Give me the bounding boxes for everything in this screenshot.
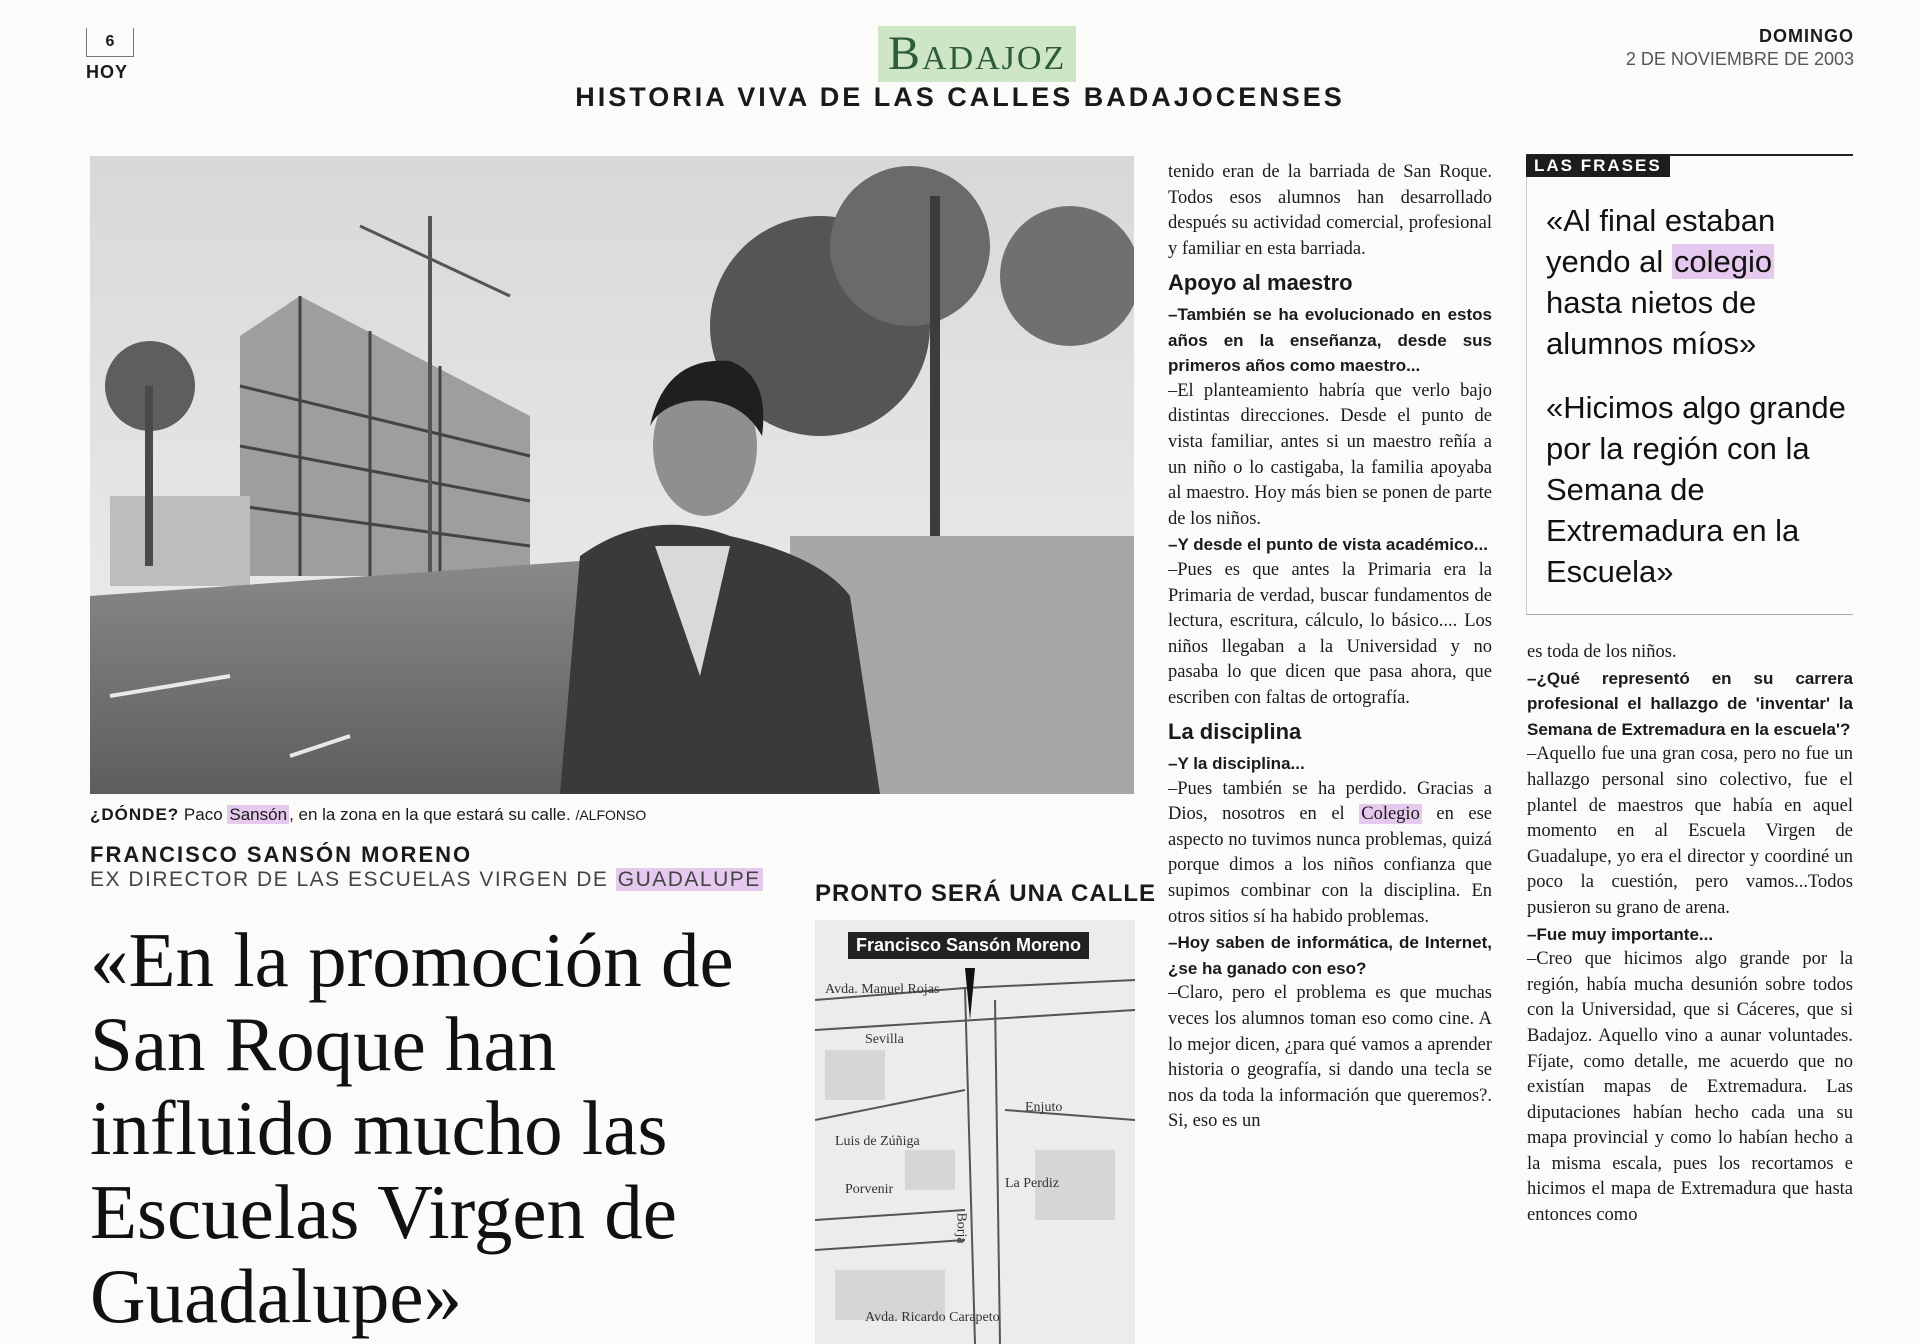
- headline: «En la promoción de San Roque han influido mucho las Escuelas Virgen de Guadalupe»: [90, 917, 734, 1339]
- quote-text-post: hasta nietos de alumnos míos»: [1546, 285, 1757, 361]
- answer: –El planteamiento habría que verlo bajo distintas direcciones. Desde el punto de vista familiar, antes si un maestro reñía a un niño o lo castigaba, la familia apoyaba al maestro. Hoy más bien se ponen de parte de los niños.: [1168, 380, 1492, 529]
- portrait-photo: [90, 156, 1134, 794]
- quotes-tag: LAS FRASES: [1526, 155, 1670, 177]
- article-column-1: [1168, 160, 1492, 1135]
- answer-text-pre: –Pues también se ha perdido. Gracias a Dios, nosotros en el: [1168, 778, 1492, 825]
- street-label: La Perdiz: [1005, 1176, 1060, 1191]
- article-column-2: [1527, 640, 1853, 1229]
- answer: –Aquello fue una gran cosa, pero no fue un hallazgo personal sino colectivo, fue el plantel de maestros que había en aquel momento en al Escuela Virgen de Guadalupe, yo era el director y coordiné un poco la cuestión, pero vamos...Todos pusieron su grano de arena.: [1527, 744, 1853, 918]
- answer: [1168, 777, 1492, 931]
- street-label: Avda. Ricardo Carapeto: [865, 1310, 1000, 1325]
- publication-name: HOY: [86, 62, 129, 82]
- caption-text-pre: Paco: [183, 805, 228, 824]
- section-title: Badajoz: [878, 26, 1076, 82]
- answer: –Creo que hicimos algo grande por la región, había mucha desunión sobre todos con la Universidad, que si Cáceres, que si Badajoz. Aquello vino a aunar voluntades. Fíjate, como detalle, me acuerdo que no existían mapas de Extremadura. Las diputaciones habían hecho cada una su mapa provincial y como lo habían hecho a la misma escala, pues los recortamos e hicimos el mapa de Extremadura que hasta entonces como: [1527, 949, 1853, 1226]
- pull-quote-2: «Hicimos algo grande por la región con la Semana de Extremadura en la Escuela»: [1546, 390, 1846, 589]
- street-label: Enjuto: [1025, 1100, 1063, 1115]
- question: –Fue muy importante...: [1527, 924, 1714, 944]
- question: –¿Qué representó en su carrera profesional el hallazgo de 'inventar' la Semana de Extremadura en la escuela'?: [1527, 668, 1853, 739]
- caption-name-highlight: Sansón: [229, 805, 288, 824]
- interviewee-title: [90, 868, 763, 892]
- question: –Hoy saben de informática, de Internet, ¿se ha ganado con eso?: [1168, 933, 1492, 978]
- interviewee-name: FRANCISCO SANSÓN MORENO: [90, 842, 473, 867]
- street-map: [815, 920, 1135, 1344]
- map-title: PRONTO SERÁ UNA CALLE: [815, 880, 1157, 907]
- quote-highlight: colegio: [1673, 244, 1773, 279]
- page-subtitle: HISTORIA VIVA DE LAS CALLES BADAJOCENSES: [575, 82, 1345, 112]
- subheading-disciplina: La disciplina: [1168, 719, 1302, 745]
- caption-text-post: , en la zona en la que estará su calle.: [289, 805, 571, 824]
- answer: –Pues es que antes la Primaria era la Primaria de verdad, buscar fundamentos de lectura, escritura, cálculo, lo básico.... Los niños llegaban a la Universidad y no pasaba lo que dicen que pasa ahora, que escriben con faltas de ortografía.: [1168, 559, 1492, 708]
- map-banner: Francisco Sansón Moreno: [848, 932, 1089, 959]
- question: –Y la disciplina...: [1168, 754, 1305, 774]
- caption-lead: ¿DÓNDE?: [90, 805, 180, 824]
- interviewee-title-text: EX DIRECTOR DE LAS ESCUELAS VIRGEN DE: [90, 868, 616, 891]
- paragraph: es toda de los niños.: [1527, 642, 1677, 662]
- street-label: Avda. Manuel Rojas: [825, 982, 940, 997]
- photo-caption: [90, 805, 646, 825]
- interviewee-title-highlight: GUADALUPE: [617, 868, 761, 891]
- photo-credit: /ALFONSO: [575, 807, 647, 823]
- street-label: Borja: [953, 1212, 969, 1244]
- question: –Y desde el punto de vista académico...: [1168, 535, 1488, 555]
- street-label: Luis de Zúñiga: [835, 1134, 920, 1149]
- street-label: Porvenir: [845, 1182, 894, 1197]
- subheading-apoyo: Apoyo al maestro: [1168, 270, 1353, 296]
- question: –También se ha evolucionado en estos años en la enseñanza, desde sus primeros años como maestro...: [1168, 304, 1492, 376]
- answer-text-post: en ese aspecto no tuvimos nunca problemas, quizá porque dimos a los niños confianza que supimos combinar con la disciplina. En otros sitios sí ha habido problemas.: [1168, 804, 1492, 927]
- page-number: 6: [86, 28, 134, 57]
- pull-quote-1: [1546, 200, 1852, 364]
- answer: –Claro, pero el problema es que muchas veces los alumnos toman eso como cine. A lo mejor dicen, ¿para qué vamos a aprender historia o geografía, si dando una tecla se nos da toda la información que queremos?. Si, eso es un: [1168, 983, 1492, 1132]
- paragraph: tenido eran de la barriada de San Roque. Todos esos alumnos han desarrollado después su actividad comercial, profesional y familiar en esta barriada.: [1168, 162, 1492, 259]
- street-label: Sevilla: [865, 1032, 904, 1047]
- issue-day: DOMINGO: [1759, 26, 1854, 46]
- issue-date: 2 DE NOVIEMBRE DE 2003: [1625, 49, 1854, 69]
- answer-highlight: Colegio: [1361, 804, 1420, 825]
- quote-text-pre: «Al final estaban yendo al: [1546, 203, 1776, 279]
